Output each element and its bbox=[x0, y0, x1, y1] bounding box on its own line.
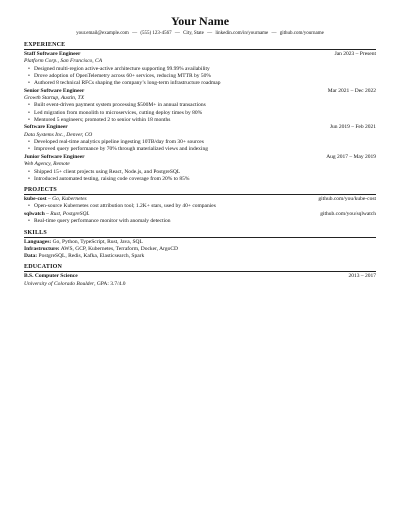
contact-github[interactable]: github.com/yourname bbox=[279, 31, 324, 36]
project-tech: Rust, PostgreSQL bbox=[50, 211, 90, 218]
skill-value: Go, Python, TypeScript, Rust, Java, SQL bbox=[52, 238, 143, 245]
project-heading: sqlwatch – Rust, PostgreSQL bbox=[24, 211, 90, 218]
job-dates: Jan 2023 – Present bbox=[334, 51, 376, 57]
project-bullets bbox=[24, 218, 376, 225]
project-entry bbox=[24, 211, 376, 226]
project-bullets bbox=[24, 203, 376, 210]
experience-entry bbox=[24, 124, 376, 153]
projects-section bbox=[24, 186, 376, 226]
gpa: , GPA: 3.7/4.0 bbox=[94, 280, 126, 287]
contact-separator: — bbox=[207, 31, 213, 36]
job-bullets bbox=[24, 102, 376, 124]
contact-separator: — bbox=[132, 31, 138, 36]
section-divider bbox=[24, 237, 376, 238]
skill-line bbox=[24, 246, 376, 253]
skill-label: Infrastructure: bbox=[24, 245, 60, 252]
bullet-item: • Authored 8 technical RFCs shaping the company’s long-term infrastructure roadmap bbox=[28, 80, 376, 87]
project-name: kube-cost bbox=[24, 195, 47, 202]
bullet-item: • Shipped 15+ client projects using React, Node.js, and PostgreSQL bbox=[28, 169, 376, 176]
project-tech: Go, Kubernetes bbox=[52, 195, 87, 202]
contact-separator: — bbox=[271, 31, 277, 36]
education-section bbox=[24, 263, 376, 288]
job-bullets bbox=[24, 66, 376, 88]
section-divider bbox=[24, 194, 376, 195]
job-bullets bbox=[24, 139, 376, 153]
bullet-item: • Drove adoption of OpenTelemetry across 60+ services, reducing MTTR by 50% bbox=[28, 73, 376, 80]
experience-section bbox=[24, 41, 376, 183]
job-title: Junior Software Engineer bbox=[24, 153, 85, 160]
job-company: Platform Corp., San Francisco, CA bbox=[24, 58, 103, 65]
job-title: Senior Software Engineer bbox=[24, 87, 85, 94]
bullet-item: • Introduced automated testing, raising code coverage from 20% to 85% bbox=[28, 176, 376, 183]
bullet-item: • Improved query performance by 70% through materialized views and indexing bbox=[28, 146, 376, 153]
section-title-skills: SKILLS bbox=[24, 229, 47, 236]
experience-entry bbox=[24, 154, 376, 183]
contact-location: City, State bbox=[183, 31, 204, 36]
section-title-education: EDUCATION bbox=[24, 264, 63, 271]
bullet-item: • Mentored 5 engineers; promoted 2 to senior within 18 months bbox=[28, 117, 376, 124]
job-bullets bbox=[24, 169, 376, 183]
job-title: Staff Software Engineer bbox=[24, 51, 81, 57]
bullet-item: • Led migration from monolith to microservices, cutting deploy times by 80% bbox=[28, 110, 376, 117]
experience-entry bbox=[24, 51, 376, 87]
contact-line bbox=[24, 30, 376, 38]
bullet-item: • Designed multi-region active-active architecture supporting 99.99% availability bbox=[28, 66, 376, 73]
education-dates: 2013 – 2017 bbox=[348, 273, 376, 280]
contact-linkedin[interactable]: linkedin.com/in/yourname bbox=[215, 31, 269, 36]
job-company: Growth Startup, Austin, TX bbox=[24, 95, 85, 102]
candidate-name: Your Name bbox=[170, 14, 230, 28]
section-title-projects: PROJECTS bbox=[24, 186, 57, 193]
school-name: University of Colorado Boulder bbox=[24, 280, 95, 287]
job-title: Software Engineer bbox=[24, 124, 68, 131]
experience-entry bbox=[24, 88, 376, 124]
project-heading: kube-cost – Go, Kubernetes bbox=[24, 195, 87, 202]
job-company: Web Agency, Remote bbox=[24, 161, 70, 168]
project-link[interactable]: github.com/you/sqlwatch bbox=[320, 211, 376, 218]
bullet-item: • Open-source Kubernetes cost attribution tool; 1.2K+ stars, used by 40+ companies bbox=[28, 203, 376, 210]
skill-value: PostgreSQL, Redis, Kafka, Elasticsearch, Spark bbox=[38, 253, 145, 260]
contact-phone: (555) 123-4567 bbox=[140, 31, 172, 36]
skill-label: Data: bbox=[24, 253, 38, 260]
skill-line bbox=[24, 239, 376, 246]
job-dates: Jun 2019 – Feb 2021 bbox=[329, 124, 376, 131]
project-name: sqlwatch bbox=[24, 211, 45, 218]
skill-line bbox=[24, 253, 376, 260]
section-divider bbox=[24, 271, 376, 272]
job-dates: Mar 2021 – Dec 2022 bbox=[327, 87, 376, 94]
job-dates: Aug 2017 – May 2019 bbox=[326, 153, 376, 160]
project-link[interactable]: github.com/you/kube-cost bbox=[318, 195, 376, 202]
project-entry bbox=[24, 196, 376, 211]
job-company: Data Systems Inc., Denver, CO bbox=[24, 131, 93, 138]
skills-section bbox=[24, 229, 376, 261]
contact-email[interactable]: your.email@example.com bbox=[76, 31, 129, 36]
section-title-experience: EXPERIENCE bbox=[24, 42, 66, 48]
skill-label: Languages: bbox=[24, 238, 52, 245]
school-line bbox=[24, 281, 376, 288]
bullet-item: • Built event-driven payment system processing $500M+ in annual transactions bbox=[28, 102, 376, 109]
contact-separator: — bbox=[174, 31, 180, 36]
section-divider bbox=[24, 49, 376, 50]
degree: B.S. Computer Science bbox=[24, 273, 78, 280]
skill-value: AWS, GCP, Kubernetes, Terraform, Docker, ArgoCD bbox=[60, 245, 179, 252]
bullet-item: • Real-time query performance monitor with anomaly detection bbox=[28, 218, 376, 225]
bullet-item: • Developed real-time analytics pipeline ingesting 10TB/day from 30+ sources bbox=[28, 139, 376, 146]
